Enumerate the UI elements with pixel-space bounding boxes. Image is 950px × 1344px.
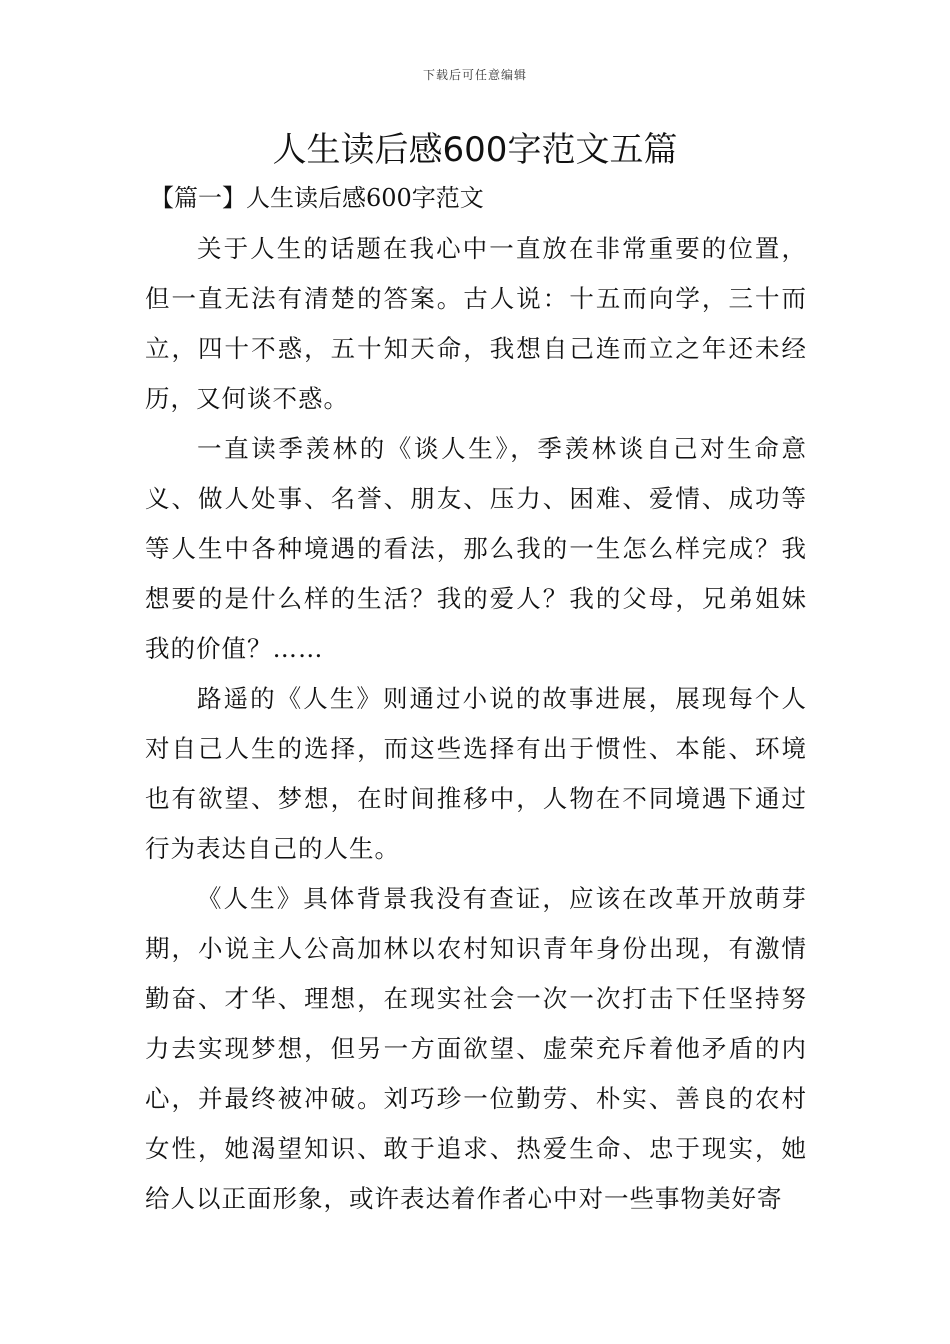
document-body — [145, 224, 807, 1224]
header-note: 下载后可任意编辑 — [422, 68, 527, 82]
document-title: 人生读后感600字范文五篇 — [272, 130, 678, 170]
paragraph-3: 路遥的《人生》则通过小说的故事进展，展现每个人对自己人生的选择，而这些选择有出于惯性、本能、环境也有欲望、梦想，在时间推移中，人物在不同境遇下通过行为表达自己的人生。 — [145, 684, 807, 863]
paragraph-4: 《人生》具体背景我没有查证，应该在改革开放萌芽期，小说主人公高加林以农村知识青年身份出现，有激情勤奋、才华、理想，在现实社会一次一次打击下任坚持努力去实现梦想，但另一方面欲望、虚荣充斥着他矛盾的内心，并最终被冲破。刘巧珍一位勤劳、朴实、善良的农村女性，她渴望知识、敢于追求、热爱生命、忠于现实，她给人以正面形象，或许表达着作者心中对一些事物美好寄 — [145, 884, 807, 1213]
section-heading: 【篇一】人生读后感600字范文 — [150, 184, 484, 212]
paragraph-2: 一直读季羡林的《谈人生》，季羡林谈自己对生命意义、做人处事、名誉、朋友、压力、困难、爱情、成功等等人生中各种境遇的看法，那么我的一生怎么样完成？我想要的是什么样的生活？我的爱人？我的父母，兄弟姐妹我的价值？…… — [145, 434, 807, 663]
paragraph-1: 关于人生的话题在我心中一直放在非常重要的位置，但一直无法有清楚的答案。古人说：十五而向学，三十而立，四十不惑，五十知天命，我想自己连而立之年还未经历，又何谈不惑。 — [145, 234, 807, 413]
